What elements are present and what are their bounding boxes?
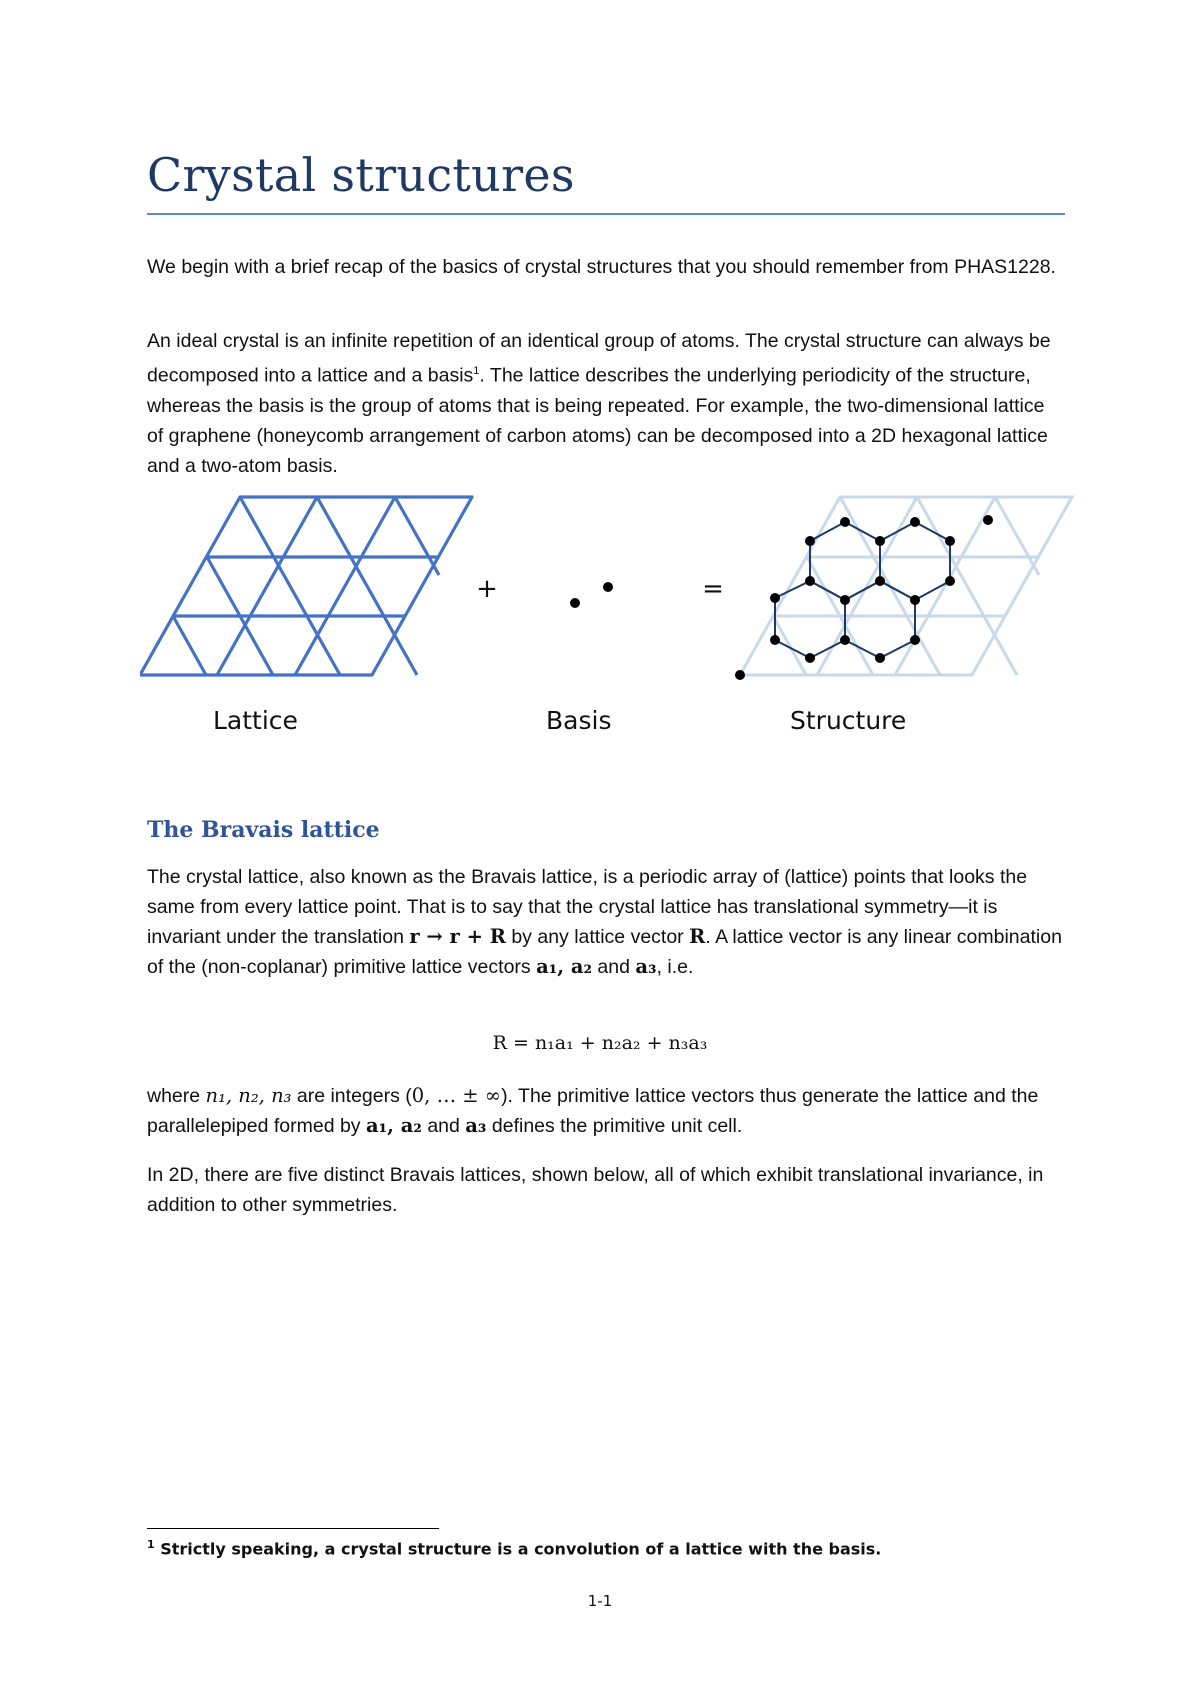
structure-atom <box>805 576 815 586</box>
translation-math: r → r + R <box>409 925 506 948</box>
lattice-vector-math: R <box>689 925 706 948</box>
lattice-vector-equation: R = n₁a₁ + n₂a₂ + n₃a₃ <box>492 1032 708 1054</box>
structure-atom <box>840 635 850 645</box>
structure-atom <box>910 635 920 645</box>
range-math: 0, … ± ∞ <box>411 1084 502 1107</box>
basis-atom <box>603 582 613 592</box>
primitive-vector-a3-math: a₃ <box>635 955 657 978</box>
structure-atom <box>910 595 920 605</box>
lattice-diag-line <box>295 497 395 675</box>
footnote <box>147 1538 881 1558</box>
basis-label: Basis <box>546 706 612 735</box>
footnote-text: Strictly speaking, a crystal structure is a convolution of a lattice with the basis. <box>160 1539 882 1559</box>
structure-atom <box>875 536 885 546</box>
structure-diagram <box>735 497 1072 680</box>
lattice-diag-line <box>217 497 317 675</box>
structure-atom <box>770 593 780 603</box>
p4-text: defines the primitive unit cell. <box>486 1115 743 1137</box>
p3-text: and <box>592 956 636 978</box>
p2-text-a: An ideal crystal is an infinite repetition of an identical group of atoms. The crystal structure can always be decomposed into a lattice and a basis <box>147 330 1051 387</box>
footnote-separator <box>147 1528 439 1529</box>
p4-text: where <box>147 1085 206 1107</box>
footnote-ref[interactable]: 1 <box>473 365 480 377</box>
intro-paragraph: We begin with a brief recap of the basics of crystal structures that you should remember from PHAS1228. <box>147 256 1056 278</box>
page-number: 1-1 <box>587 1592 613 1610</box>
title-underline <box>147 213 1065 215</box>
structure-atom <box>875 653 885 663</box>
lattice-anti-line <box>317 497 417 675</box>
primitive-vectors-math: a₁, a₂ <box>365 1114 422 1137</box>
structure-label: Structure <box>790 706 907 735</box>
plus-sign: + <box>476 574 498 604</box>
structure-atom <box>735 670 745 680</box>
primitive-vectors-math: a₁, a₂ <box>536 955 593 978</box>
basis-diagram <box>570 582 613 608</box>
integers-paragraph <box>147 1081 1065 1141</box>
p3-text: by any lattice vector <box>505 926 690 948</box>
five-lattices-paragraph: In 2D, there are five distinct Bravais lattices, shown below, all of which exhibit translational invariance, in addition to other symmetries. <box>147 1164 1044 1216</box>
p2-text-b: . The lattice describes the underlying periodicity of the structure, whereas the basis is the group of atoms that is being repeated. For example, the two-dimensional lattice of graphene (honeycomb arrangement of carbon atoms) can be decomposed into a 2D hexagonal lattice and a two-atom basis. <box>147 364 1048 477</box>
p4-text: and <box>421 1115 466 1137</box>
structure-atom <box>840 595 850 605</box>
section-heading-bravais: The Bravais lattice <box>147 817 380 843</box>
structure-atom <box>805 653 815 663</box>
structure-atom <box>770 635 780 645</box>
structure-bonds <box>775 522 950 658</box>
p4-text: are integers ( <box>291 1085 412 1107</box>
p3-text: . A lattice vector is any linear combination of the (non-coplanar) primitive lattice vectors <box>147 926 1062 978</box>
page-title: Crystal structures <box>147 148 575 202</box>
equals-sign: = <box>702 574 724 604</box>
p4-text: ). The primitive lattice vectors thus generate the lattice and the parallelepiped formed by <box>147 1085 1039 1137</box>
structure-atom <box>983 515 993 525</box>
p3-text: The crystal lattice, also known as the Bravais lattice, is a periodic array of (lattice) points that looks the same from every lattice point. That is to say that the crystal lattice has translational symmetry—it is invariant under the translation <box>147 866 1028 948</box>
structure-atom <box>840 517 850 527</box>
lattice-anti-line <box>240 497 340 675</box>
lattice-anti-line <box>395 497 439 575</box>
lattice-label: Lattice <box>213 706 298 735</box>
crystal-definition-paragraph <box>147 326 1065 481</box>
basis-atom <box>570 598 580 608</box>
primitive-vector-a3-math: a₃ <box>465 1114 487 1137</box>
lattice-anti-line <box>173 616 206 675</box>
footnote-mark: 1 <box>147 1538 155 1551</box>
structure-atom <box>875 576 885 586</box>
p3-text: , i.e. <box>656 956 694 978</box>
integers-math: n₁, n₂, n₃ <box>205 1084 292 1107</box>
lattice-diagram <box>140 497 472 675</box>
bravais-definition-paragraph <box>147 862 1065 982</box>
structure-atom <box>910 517 920 527</box>
structure-atom <box>945 536 955 546</box>
structure-atom <box>945 576 955 586</box>
structure-atom <box>805 536 815 546</box>
